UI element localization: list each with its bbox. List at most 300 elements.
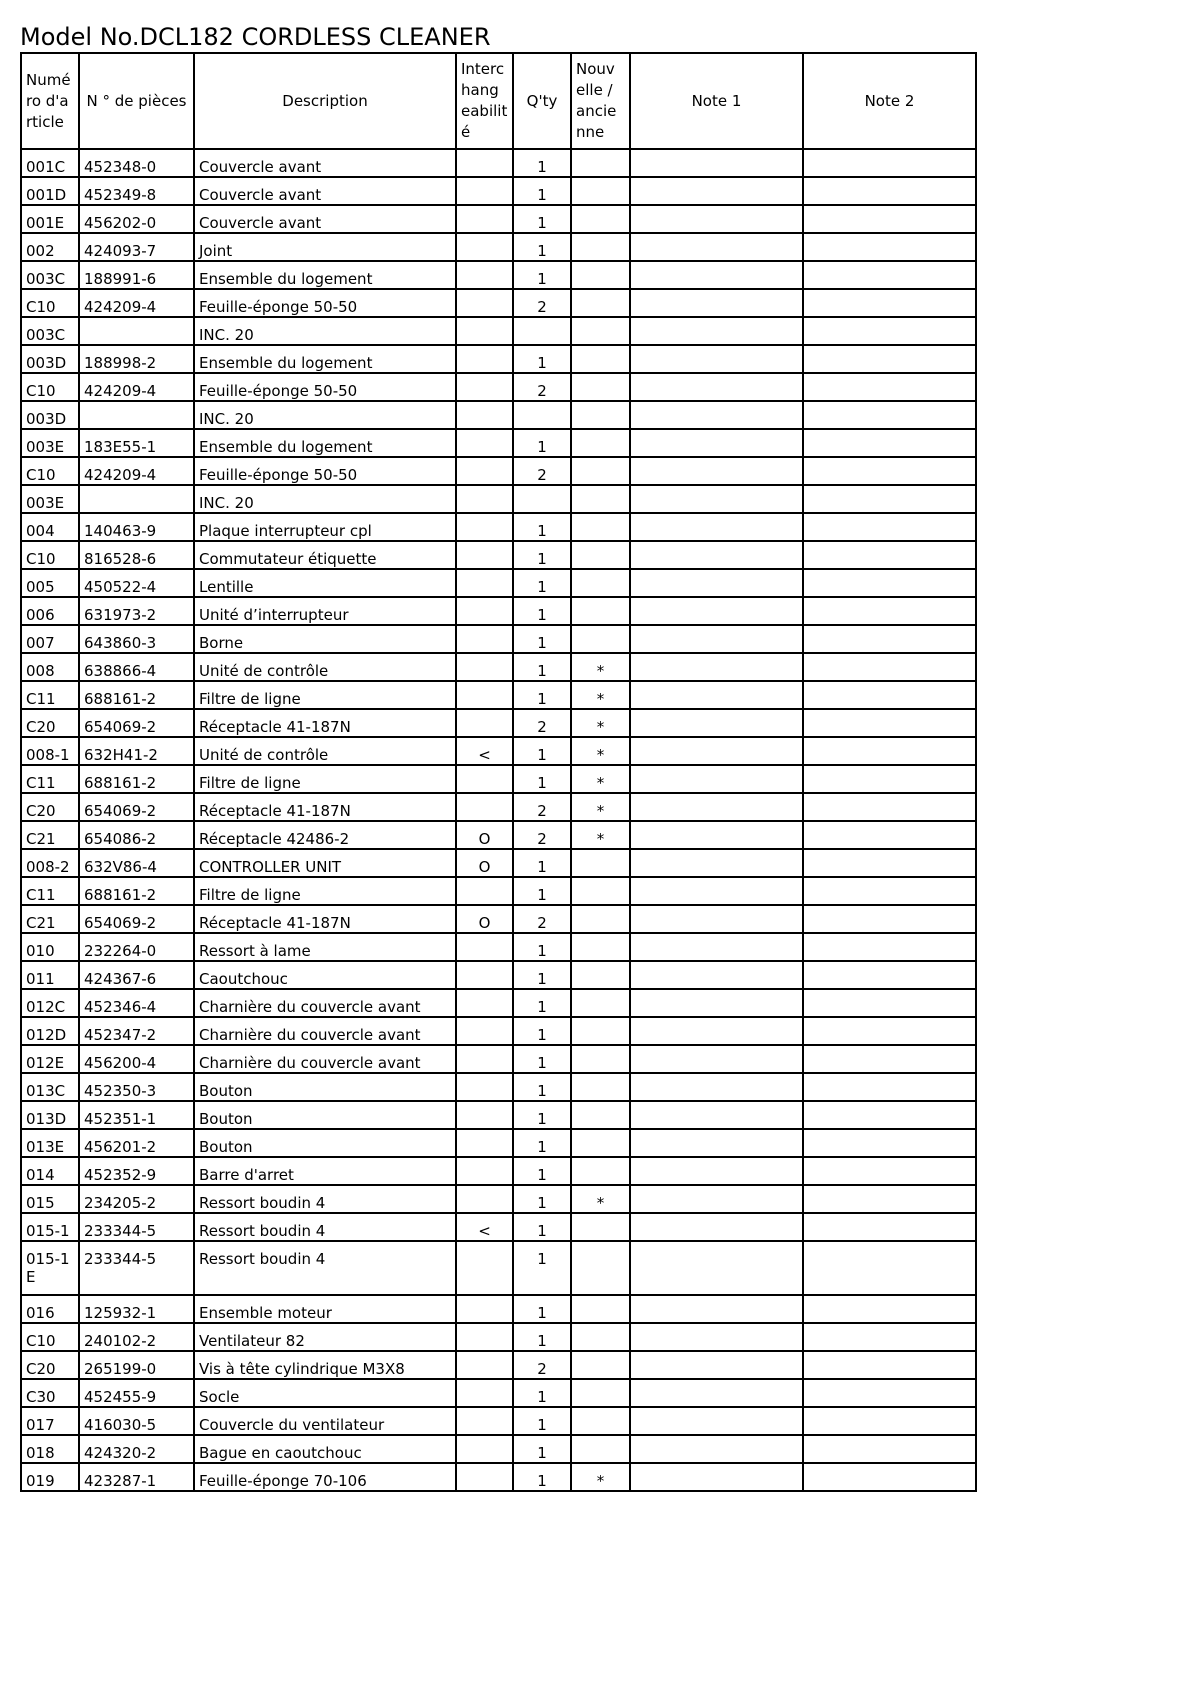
cell-description: Feuille-éponge 50-50 [194,457,456,485]
table-row [21,177,976,205]
table-row [21,933,976,961]
cell-interchangeability [456,1351,513,1379]
cell-note2 [803,1129,976,1157]
table-row [21,149,976,177]
cell-interchangeability [456,765,513,793]
cell-interchangeability [456,485,513,513]
cell-description: Feuille-éponge 50-50 [194,289,456,317]
cell-qty: 1 [513,569,571,597]
cell-new-old [571,485,630,513]
cell-note1 [630,457,803,485]
table-row [21,457,976,485]
table-row [21,597,976,625]
cell-interchangeability [456,457,513,485]
cell-note2 [803,485,976,513]
cell-description: Ensemble du logement [194,429,456,457]
cell-qty [513,401,571,429]
table-row [21,1073,976,1101]
cell-item-no: 005 [21,569,79,597]
cell-qty: 1 [513,1017,571,1045]
cell-new-old [571,877,630,905]
cell-part-no: 643860-3 [79,625,194,653]
cell-part-no: 424209-4 [79,289,194,317]
cell-interchangeability [456,1295,513,1323]
cell-new-old [571,289,630,317]
cell-interchangeability [456,1435,513,1463]
cell-description: Socle [194,1379,456,1407]
cell-interchangeability [456,429,513,457]
cell-interchangeability [456,261,513,289]
cell-note2 [803,681,976,709]
cell-qty: 1 [513,625,571,653]
table-row [21,653,976,681]
cell-qty: 1 [513,933,571,961]
cell-qty: 2 [513,709,571,737]
cell-note1 [630,149,803,177]
cell-part-no: 456202-0 [79,205,194,233]
cell-note1 [630,1185,803,1213]
cell-interchangeability [456,961,513,989]
cell-note1 [630,597,803,625]
cell-part-no: 140463-9 [79,513,194,541]
table-row [21,1435,976,1463]
table-row [21,261,976,289]
table-row [21,1241,976,1295]
cell-qty: 1 [513,149,571,177]
cell-part-no: 416030-5 [79,1407,194,1435]
cell-interchangeability [456,289,513,317]
cell-note1 [630,541,803,569]
cell-new-old [571,1129,630,1157]
cell-item-no: C30 [21,1379,79,1407]
cell-interchangeability: < [456,1213,513,1241]
cell-new-old [571,569,630,597]
cell-note2 [803,849,976,877]
cell-note2 [803,1157,976,1185]
cell-qty: 1 [513,1157,571,1185]
table-row [21,821,976,849]
cell-new-old [571,317,630,345]
cell-note2 [803,345,976,373]
page-title: Model No.DCL182 CORDLESS CLEANER [20,23,491,51]
cell-description: Bouton [194,1129,456,1157]
cell-note1 [630,1017,803,1045]
header-item-no: Numé ro d'a rticle [21,53,79,149]
cell-part-no: 232264-0 [79,933,194,961]
cell-part-no: 688161-2 [79,765,194,793]
cell-note2 [803,373,976,401]
cell-interchangeability [456,205,513,233]
cell-part-no: 456201-2 [79,1129,194,1157]
cell-part-no: 452352-9 [79,1157,194,1185]
table-row [21,289,976,317]
table-row [21,1351,976,1379]
cell-item-no: C10 [21,373,79,401]
table-row [21,793,976,821]
cell-item-no: 015 [21,1185,79,1213]
cell-interchangeability [456,373,513,401]
cell-note1 [630,737,803,765]
cell-note1 [630,765,803,793]
cell-note1 [630,1157,803,1185]
cell-new-old: * [571,765,630,793]
cell-description: Couvercle avant [194,205,456,233]
cell-qty: 2 [513,905,571,933]
cell-interchangeability [456,1323,513,1351]
cell-new-old [571,1045,630,1073]
cell-new-old [571,1379,630,1407]
cell-item-no: 015-1 [21,1213,79,1241]
cell-note1 [630,373,803,401]
cell-part-no: 654069-2 [79,709,194,737]
cell-item-no: 003D [21,401,79,429]
cell-description: INC. 20 [194,401,456,429]
cell-description: Bague en caoutchouc [194,1435,456,1463]
cell-note2 [803,1185,976,1213]
cell-qty: 1 [513,989,571,1017]
cell-item-no: 012C [21,989,79,1017]
cell-item-no: 012D [21,1017,79,1045]
cell-item-no: 013C [21,1073,79,1101]
cell-qty: 1 [513,653,571,681]
cell-note2 [803,569,976,597]
cell-part-no: 424320-2 [79,1435,194,1463]
cell-note2 [803,1351,976,1379]
cell-description: Réceptacle 41-187N [194,793,456,821]
cell-item-no: C20 [21,1351,79,1379]
header-new-old: Nouv elle / ancie nne [571,53,630,149]
cell-part-no: 688161-2 [79,877,194,905]
cell-note1 [630,401,803,429]
table-row [21,737,976,765]
header-row [21,53,976,149]
cell-item-no: 008 [21,653,79,681]
cell-interchangeability [456,345,513,373]
cell-item-no: 003E [21,429,79,457]
cell-new-old [571,513,630,541]
cell-new-old: * [571,1463,630,1491]
cell-note1 [630,625,803,653]
cell-interchangeability [456,1073,513,1101]
cell-interchangeability: < [456,737,513,765]
cell-item-no: 014 [21,1157,79,1185]
cell-qty: 1 [513,261,571,289]
cell-part-no: 424367-6 [79,961,194,989]
cell-interchangeability [456,317,513,345]
cell-note1 [630,961,803,989]
table-row [21,429,976,457]
table-row [21,1295,976,1323]
cell-interchangeability: O [456,849,513,877]
cell-note2 [803,793,976,821]
cell-description: Ressort à lame [194,933,456,961]
cell-new-old [571,1351,630,1379]
table-row [21,541,976,569]
cell-item-no: 003C [21,317,79,345]
cell-note1 [630,1073,803,1101]
cell-note2 [803,961,976,989]
cell-description: Bouton [194,1073,456,1101]
cell-description: Vis à tête cylindrique M3X8 [194,1351,456,1379]
cell-note2 [803,905,976,933]
cell-new-old [571,625,630,653]
cell-interchangeability [456,681,513,709]
cell-description: CONTROLLER UNIT [194,849,456,877]
cell-qty: 1 [513,961,571,989]
cell-item-no: 003D [21,345,79,373]
cell-interchangeability: O [456,821,513,849]
cell-note2 [803,737,976,765]
cell-note1 [630,1351,803,1379]
cell-note2 [803,597,976,625]
cell-qty: 1 [513,205,571,233]
cell-note1 [630,1379,803,1407]
cell-item-no: 001D [21,177,79,205]
cell-qty: 1 [513,1463,571,1491]
cell-interchangeability [456,709,513,737]
cell-note1 [630,233,803,261]
cell-description: Filtre de ligne [194,877,456,905]
cell-description: Ventilateur 82 [194,1323,456,1351]
cell-note1 [630,317,803,345]
cell-note2 [803,1241,976,1295]
cell-note1 [630,793,803,821]
cell-part-no: 631973-2 [79,597,194,625]
cell-description: Ensemble du logement [194,261,456,289]
cell-note2 [803,1073,976,1101]
cell-interchangeability [456,989,513,1017]
table-row [21,401,976,429]
cell-description: INC. 20 [194,317,456,345]
cell-note2 [803,205,976,233]
cell-description: Réceptacle 41-187N [194,905,456,933]
cell-qty: 1 [513,513,571,541]
table-row [21,905,976,933]
cell-qty: 1 [513,1101,571,1129]
cell-qty: 1 [513,597,571,625]
table-row [21,961,976,989]
cell-item-no: 012E [21,1045,79,1073]
cell-part-no: 654086-2 [79,821,194,849]
table-row [21,205,976,233]
cell-part-no: 183E55-1 [79,429,194,457]
table-row [21,373,976,401]
header-interchangeability: Interc hang eabilit é [456,53,513,149]
cell-note1 [630,261,803,289]
table-row [21,877,976,905]
cell-interchangeability [456,1101,513,1129]
cell-qty: 1 [513,541,571,569]
cell-interchangeability [456,1129,513,1157]
cell-part-no [79,401,194,429]
cell-item-no: 001E [21,205,79,233]
cell-interchangeability [456,1017,513,1045]
cell-description: Couvercle du ventilateur [194,1407,456,1435]
cell-description: Ensemble du logement [194,345,456,373]
cell-qty: 2 [513,457,571,485]
cell-note1 [630,485,803,513]
cell-description: Unité de contrôle [194,737,456,765]
table-row [21,1463,976,1491]
cell-new-old [571,233,630,261]
cell-item-no: 003C [21,261,79,289]
cell-description: Ressort boudin 4 [194,1241,456,1295]
header-description: Description [194,53,456,149]
cell-qty: 1 [513,429,571,457]
cell-interchangeability [456,569,513,597]
cell-note1 [630,849,803,877]
cell-qty: 1 [513,1379,571,1407]
table-row [21,233,976,261]
cell-note1 [630,1241,803,1295]
cell-part-no: 233344-5 [79,1213,194,1241]
cell-new-old [571,989,630,1017]
cell-qty: 2 [513,1351,571,1379]
cell-item-no: 007 [21,625,79,653]
table-row [21,1129,976,1157]
cell-note1 [630,933,803,961]
cell-new-old: * [571,653,630,681]
cell-item-no: 006 [21,597,79,625]
cell-item-no: C20 [21,709,79,737]
cell-part-no: 233344-5 [79,1241,194,1295]
cell-note1 [630,205,803,233]
cell-interchangeability [456,177,513,205]
cell-new-old [571,905,630,933]
cell-part-no: 424209-4 [79,457,194,485]
cell-qty: 1 [513,1295,571,1323]
cell-new-old [571,1323,630,1351]
cell-item-no: C10 [21,541,79,569]
cell-item-no: C11 [21,681,79,709]
cell-item-no: 017 [21,1407,79,1435]
cell-note2 [803,709,976,737]
table-row [21,345,976,373]
cell-note2 [803,177,976,205]
cell-new-old: * [571,1185,630,1213]
cell-interchangeability [456,401,513,429]
cell-description: INC. 20 [194,485,456,513]
cell-part-no: 452348-0 [79,149,194,177]
cell-note2 [803,233,976,261]
cell-qty: 2 [513,289,571,317]
cell-qty: 1 [513,877,571,905]
cell-interchangeability [456,1463,513,1491]
header-qty: Q'ty [513,53,571,149]
cell-note1 [630,905,803,933]
cell-new-old [571,1073,630,1101]
cell-description: Plaque interrupteur cpl [194,513,456,541]
parts-table [20,52,977,1492]
header-part-no: N ° de pièces [79,53,194,149]
cell-qty: 1 [513,1407,571,1435]
cell-item-no: C10 [21,457,79,485]
cell-new-old [571,1435,630,1463]
cell-note1 [630,1463,803,1491]
cell-item-no: 016 [21,1295,79,1323]
cell-new-old [571,597,630,625]
table-row [21,765,976,793]
cell-note2 [803,261,976,289]
cell-part-no: 452350-3 [79,1073,194,1101]
cell-note1 [630,1407,803,1435]
cell-description: Borne [194,625,456,653]
cell-note1 [630,1323,803,1351]
cell-new-old [571,1295,630,1323]
cell-interchangeability [456,793,513,821]
cell-new-old [571,345,630,373]
cell-qty: 1 [513,765,571,793]
cell-interchangeability [456,1379,513,1407]
cell-interchangeability [456,149,513,177]
table-row [21,709,976,737]
cell-qty: 1 [513,345,571,373]
cell-note1 [630,1129,803,1157]
table-row [21,989,976,1017]
cell-note1 [630,513,803,541]
cell-description: Ressort boudin 4 [194,1185,456,1213]
cell-description: Lentille [194,569,456,597]
cell-note1 [630,1435,803,1463]
cell-part-no: 654069-2 [79,793,194,821]
cell-interchangeability [456,1407,513,1435]
cell-qty: 1 [513,737,571,765]
cell-item-no: 008-2 [21,849,79,877]
cell-note2 [803,429,976,457]
table-row [21,1017,976,1045]
cell-note2 [803,1435,976,1463]
cell-part-no: 424093-7 [79,233,194,261]
cell-note2 [803,1045,976,1073]
cell-description: Caoutchouc [194,961,456,989]
cell-note1 [630,345,803,373]
cell-note2 [803,1323,976,1351]
cell-part-no: 265199-0 [79,1351,194,1379]
cell-qty: 1 [513,1435,571,1463]
cell-description: Réceptacle 42486-2 [194,821,456,849]
cell-item-no: 019 [21,1463,79,1491]
cell-new-old: * [571,821,630,849]
cell-note1 [630,653,803,681]
cell-note1 [630,429,803,457]
cell-qty: 2 [513,821,571,849]
cell-interchangeability [456,1241,513,1295]
cell-note2 [803,149,976,177]
cell-new-old [571,429,630,457]
cell-description: Ensemble moteur [194,1295,456,1323]
table-row [21,1185,976,1213]
cell-note2 [803,877,976,905]
cell-note2 [803,989,976,1017]
cell-note2 [803,1379,976,1407]
cell-description: Commutateur étiquette [194,541,456,569]
cell-part-no: 452346-4 [79,989,194,1017]
cell-new-old: * [571,681,630,709]
cell-new-old: * [571,737,630,765]
cell-qty [513,485,571,513]
cell-item-no: 004 [21,513,79,541]
cell-item-no: 011 [21,961,79,989]
cell-interchangeability: O [456,905,513,933]
cell-new-old [571,149,630,177]
cell-note2 [803,765,976,793]
cell-qty: 1 [513,1185,571,1213]
cell-new-old: * [571,793,630,821]
cell-note2 [803,1463,976,1491]
cell-new-old [571,1241,630,1295]
cell-qty: 1 [513,681,571,709]
cell-item-no: 018 [21,1435,79,1463]
